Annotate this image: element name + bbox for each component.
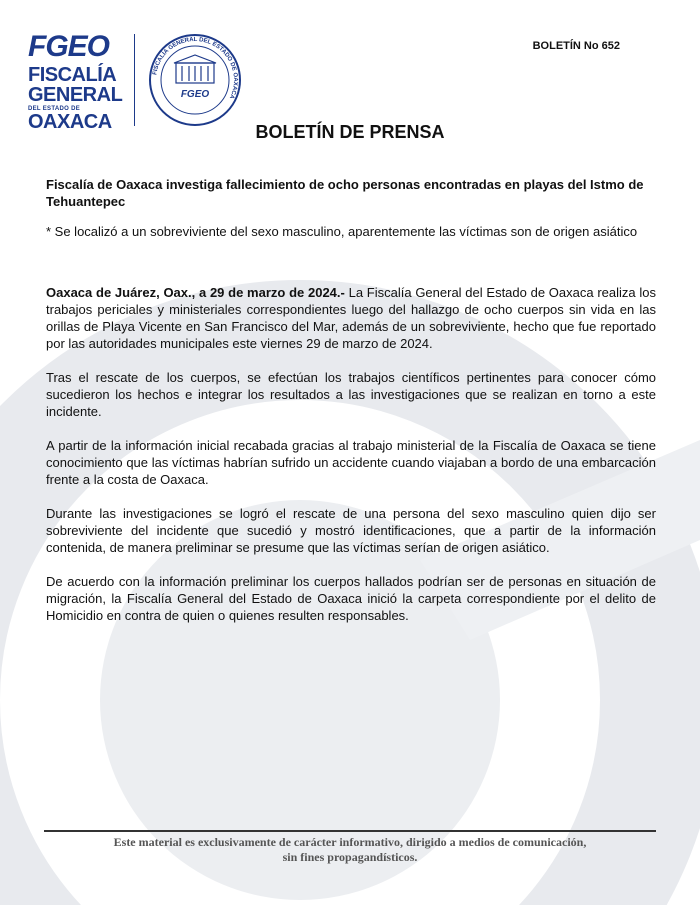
logo-del-estado-text: DEL ESTADO DE xyxy=(28,106,81,112)
subheadline: * Se localizó a un sobreviviente del sexo masculino, aparentemente las víctimas son de origen asiático xyxy=(46,224,638,239)
logo-oaxaca-text: OAXACA xyxy=(28,111,112,133)
footer-line-1: Este material es exclusivamente de carácter informativo, dirigido a medios de comunicación, xyxy=(113,835,587,849)
fiscalia-seal-icon xyxy=(148,33,242,127)
paragraph-4: Durante las investigaciones se logró el rescate de una persona del sexo masculino quien dijo ser sobreviviente del incidente que sucedió y mostró identificaciones, que a partir de la información contenida, de manera preliminar se presume que las víctimas serían de origen asiático. xyxy=(46,506,656,555)
press-title: BOLETÍN DE PRENSA xyxy=(255,122,445,142)
fgeo-logo xyxy=(28,30,123,133)
footer-line-2: sin fines propagandísticos. xyxy=(282,850,418,864)
paragraph-3: A partir de la información inicial recabada gracias al trabajo ministerial de la Fiscalía de Oaxaca se tiene conocimiento que las víctimas habrían sufrido un accidente cuando viajaban a bordo de una embarcación frente a la costa de Oaxaca. xyxy=(46,438,656,487)
dateline: Oaxaca de Juárez, Oax., a 29 de marzo de 2024.- xyxy=(46,285,345,300)
seal-center-text: FGEO xyxy=(180,89,210,100)
paragraph-5: De acuerdo con la información preliminar los cuerpos hallados podrían ser de personas en situación de migración, la Fiscalía General del Estado de Oaxaca inició la carpeta correspondiente por el delito de Homicidio en contra de quien o quienes resulten responsables. xyxy=(46,574,656,623)
paragraph-2: Tras el rescate de los cuerpos, se efectúan los trabajos científicos pertinentes para conocer cómo sucedieron los hechos e integrar los resultados a las investigaciones que se realizan en torno a este incidente. xyxy=(46,370,656,419)
paragraph-1 xyxy=(46,284,656,352)
footer-disclaimer xyxy=(44,835,656,865)
logo-divider xyxy=(134,34,135,126)
bulletin-number: BOLETÍN No 652 xyxy=(532,40,620,52)
headline: Fiscalía de Oaxaca investiga fallecimiento de ocho personas encontradas en playas del Istmo de Tehuantepec xyxy=(46,177,644,209)
logo-general-text: GENERAL xyxy=(28,84,123,106)
paragraph-1-text: La Fiscalía General del Estado de Oaxaca realiza los trabajos periciales y ministeriales correspondientes luego del hallazgo de ocho cuerpos sin vida en las orillas de Playa Vicente en San Francisco del Mar, además de un sobreviviente, hecho que fue reportado por las autoridades municipales este viernes 29 de marzo de 2024. xyxy=(46,285,656,351)
footer-divider xyxy=(44,830,656,832)
logo-fgeo-text: FGEO xyxy=(28,30,110,63)
article-body xyxy=(46,284,656,641)
logo-fiscalia-text: FISCALÍA xyxy=(28,64,117,86)
seal-ring-text: FISCALÍA GENERAL DEL ESTADO DE OAXACA xyxy=(152,36,239,100)
